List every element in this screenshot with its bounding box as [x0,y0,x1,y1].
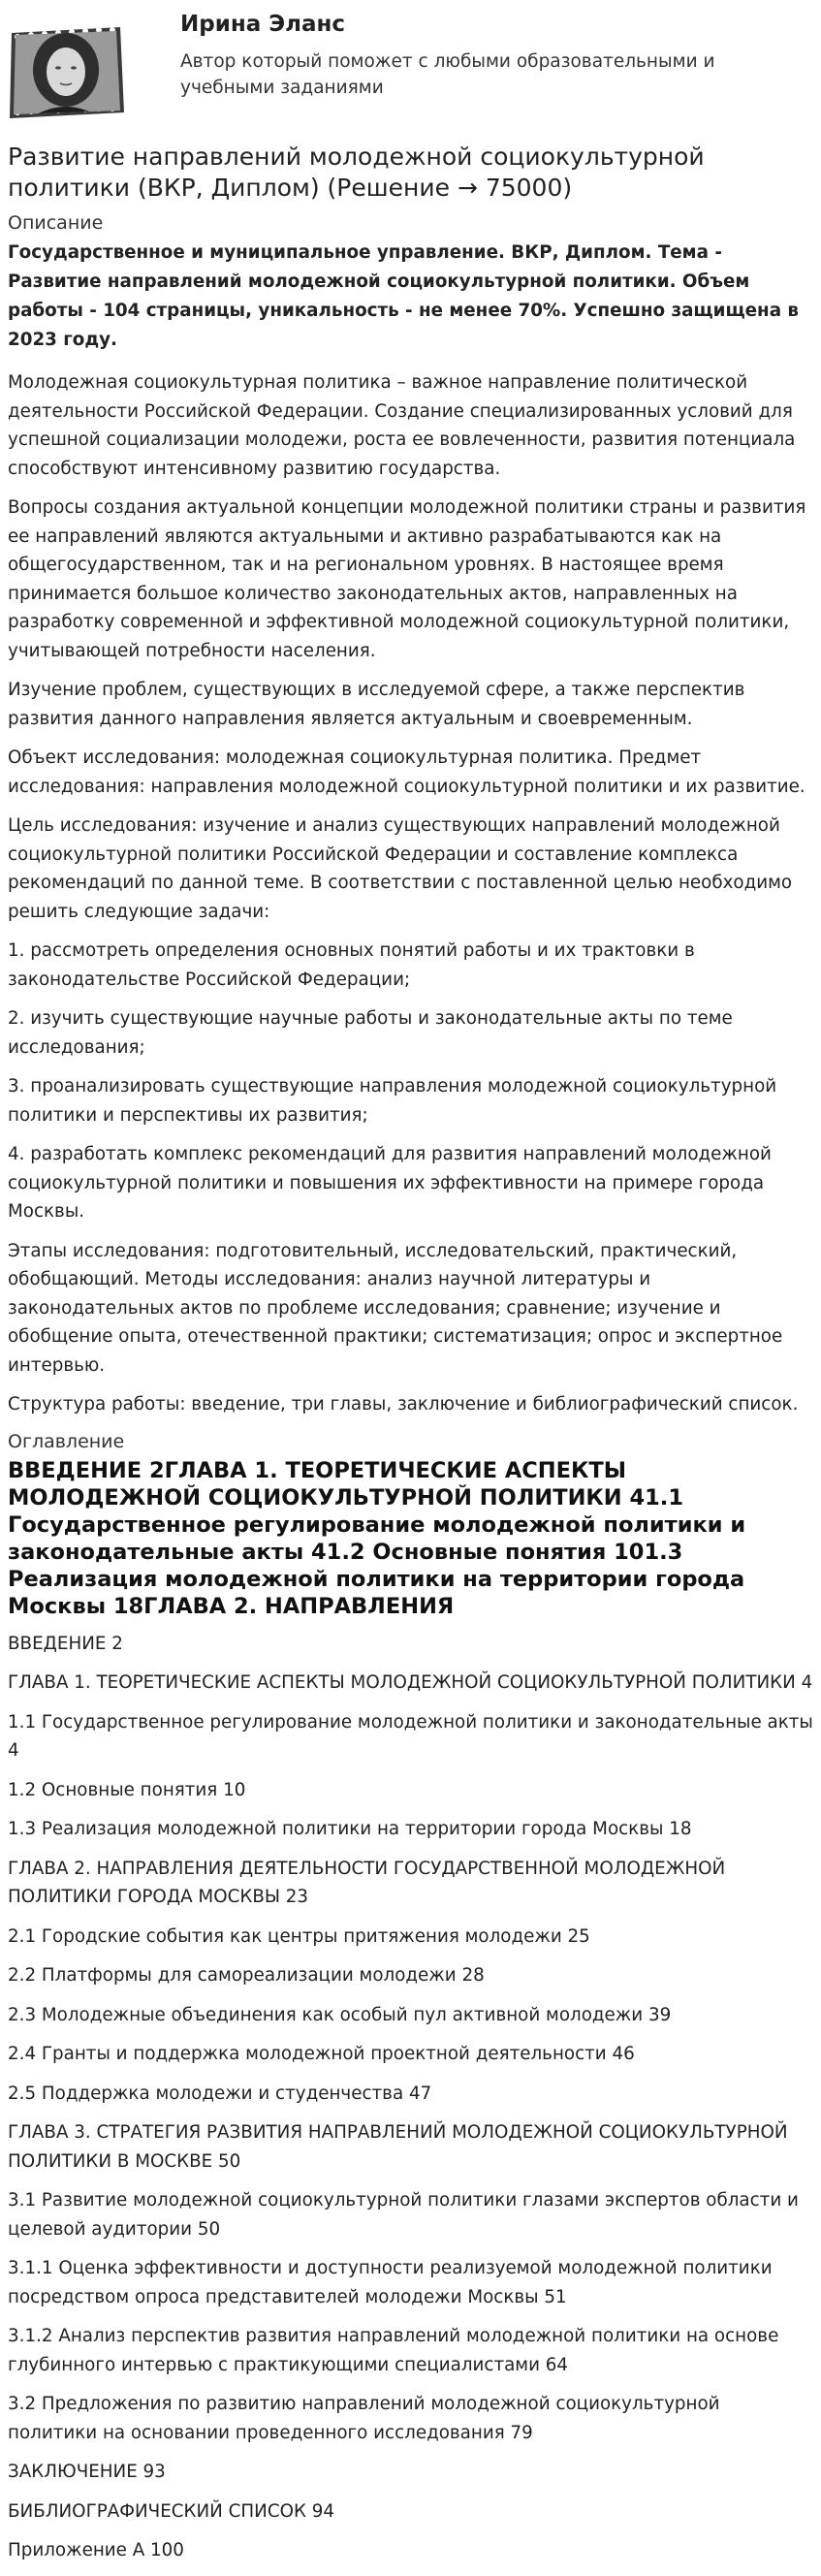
description-paragraph: Структура работы: введение, три главы, заключение и библиографический список. [8,1394,799,1415]
description-paragraph: Молодежная социокультурная политика – важное направление политической деятельности Российской Федерации. Создание специализированных условий для успешной социализации молодежи, роста ее вовлеченности, развития потенциала способствуют интенсивному развитию государства. [8,372,796,479]
toc-item: 3.1.2 Анализ перспектив развития направлений молодежной политики на основе глубинного интервью с практикующими специалистами 64 [8,2326,779,2375]
work-summary: Государственное и муниципальное управление. ВКР, Диплом. Тема - Развитие направлений молодежной социокультурной политики. Объем работы - 104 страницы, уникальность - не менее 70%. Успешно защищена в 2023 году. [8,242,799,350]
task-item: 4. разработать комплекс рекомендаций для развития направлений молодежной социокультурной политики и повышения их эффективности на примере города Москвы. [8,1144,772,1222]
description-paragraph: Цель исследования: изучение и анализ существующих направлений молодежной социокультурной политики Российской Федерации и составление комплекса рекомендаций по данной теме. В соответствии с поставленной целью необходимо решить следующие задачи: [8,815,793,922]
task-item: 2. изучить существующие научные работы и законодательные акты по теме исследования; [8,1008,733,1058]
toc-item: 2.3 Молодежные объединения как особый пул активной молодежи 39 [8,2004,672,2025]
toc-item: 3.1 Развитие молодежной социокультурной политики глазами экспертов области и целевой аудитории 50 [8,2190,799,2240]
toc-item: 2.5 Поддержка молодежи и студенчества 47 [8,2083,432,2104]
task-item: 1. рассмотреть определения основных понятий работы и их трактовки в законодательстве Российской Федерации; [8,940,695,990]
description-paragraph: Изучение проблем, существующих в исследуемой сфере, а также перспектив развития данного направления является актуальным и своевременным. [8,680,745,729]
author-avatar[interactable] [8,25,124,120]
toc-item: ГЛАВА 1. ТЕОРЕТИЧЕСКИЕ АСПЕКТЫ МОЛОДЕЖНОЙ СОЦИОКУЛЬТУРНОЙ ПОЛИТИКИ 4 [8,1672,813,1693]
author-header [0,0,821,136]
work-title: Развитие направлений молодежной социокультурной политики (ВКР, Диплом) (Решение → 75000) [8,143,705,202]
toc-item: 1.1 Государственное регулирование молодежной политики и законодательные акты 4 [8,1711,813,1761]
toc-item: ГЛАВА 2. НАПРАВЛЕНИЯ ДЕЯТЕЛЬНОСТИ ГОСУДАРСТВЕННОЙ МОЛОДЕЖНОЙ ПОЛИТИКИ ГОРОДА МОСКВЫ 23 [8,1858,726,1907]
toc-item: ГЛАВА 3. СТРАТЕГИЯ РАЗВИТИЯ НАПРАВЛЕНИЙ МОЛОДЕЖНОЙ СОЦИОКУЛЬТУРНОЙ ПОЛИТИКИ В МОСКВЕ 50 [8,2122,788,2172]
toc-list [8,1630,814,2565]
toc-item: Приложение А 100 [8,2540,184,2560]
toc-item: 3.1.1 Оценка эффективности и доступности реализуемой молодежной политики посредством опроса представителей молодежи Москвы 51 [8,2258,773,2307]
toc-item: 1.3 Реализация молодежной политики на территории города Москвы 18 [8,1819,692,1839]
toc-item: ВВЕДЕНИЕ 2 [8,1633,123,1654]
description-paragraph: Вопросы создания актуальной концепции молодежной политики страны и развития ее направлений являются актуальными и активно разрабатываются как на общегосударственном, так и на региональном уровнях. В настоящее время принимается большое количество законодательных актов, направленных на разработку современной и эффективной молодежной социокультурной политики, учитывающей потребности населения. [8,497,806,661]
toc-item: БИБЛИОГРАФИЧЕСКИЙ СПИСОК 94 [8,2500,335,2522]
toc-item: 2.2 Платформы для самореализации молодежи 28 [8,1965,485,1986]
description-label: Описание [8,212,104,234]
description-paragraph: Объект исследования: молодежная социокультурная политика. Предмет исследования: направления молодежной социокультурной политики и их развитие. [8,747,805,797]
toc-item: 3.2 Предложения по развитию направлений молодежной социокультурной политики на основании проведенного исследования 79 [8,2394,720,2443]
toc-heading: ВВЕДЕНИЕ 2ГЛАВА 1. ТЕОРЕТИЧЕСКИЕ АСПЕКТЫ МОЛОДЕЖНОЙ СОЦИОКУЛЬТУРНОЙ ПОЛИТИКИ 41.1 Государственное регулирование молодежной политики и законодательные акты 41.2 Основные понятия 101.3 Реализация молодежной политики на территории города Москвы 18ГЛАВА 2. НАПРАВЛЕНИЯ [8,1457,746,1619]
task-item: 3. проанализировать существующие направления молодежной социокультурной политики и перспективы их развития; [8,1076,777,1126]
author-description: Автор который поможет с любыми образовательными и учебными заданиями [180,51,715,98]
author-name[interactable]: Ирина Эланс [180,12,346,37]
toc-item: ЗАКЛЮЧЕНИЕ 93 [8,2462,166,2482]
toc-item: 2.4 Гранты и поддержка молодежной проектной деятельности 46 [8,2044,635,2064]
toc-item: 1.2 Основные понятия 10 [8,1779,246,1800]
toc-label: Оглавление [8,1430,125,1452]
description-paragraph: Этапы исследования: подготовительный, исследовательский, практический, обобщающий. Методы исследования: анализ научной литературы и законодательных актов по проблеме исследования; сравнение; изучение и обобщение опыта, отечественной практики; систематизация; опрос и экспертное интервью. [8,1240,783,1376]
toc-item: 2.1 Городские события как центры притяжения молодежи 25 [8,1925,590,1947]
work-content [8,142,814,2576]
